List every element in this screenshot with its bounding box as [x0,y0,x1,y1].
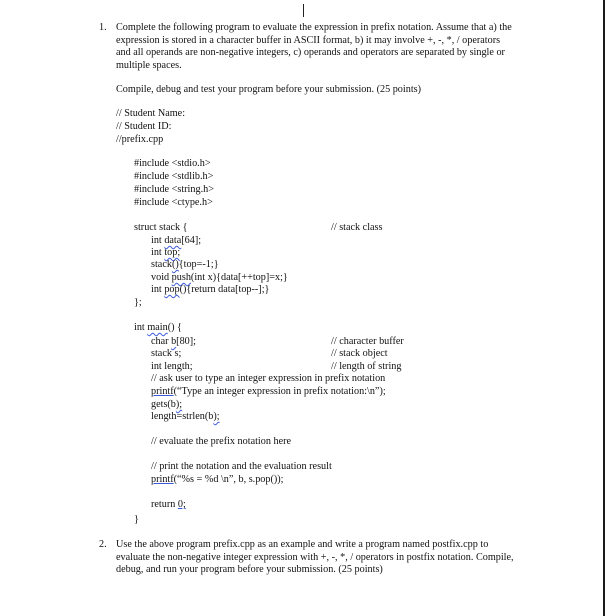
code-text: [64]; [181,235,202,246]
code-text: {top=-1;} [178,259,219,270]
spellcheck-token: pop [164,284,180,295]
spellcheck-token: ); [213,411,220,422]
stack-comment: // stack object [331,348,388,359]
struct-data-line [151,235,201,248]
q1-number: 1. [99,22,107,33]
include-stdlib: #include <stdlib.h> [134,171,214,182]
code-text: void [151,272,172,283]
struct-push-line [151,272,288,285]
ask-comment: // ask user to type an integer expression in prefix notation [151,373,386,384]
spellcheck-token: printf [151,474,174,485]
q2-text: Use the above program prefix.cpp as an example and write a program named postfix.cpp to evaluate the non-negative integer expression with +, -, *, / operators in postfix notation. Compile, debug, and run your program before your submission. (25 points) [116,539,514,576]
printf-result-line [151,474,284,487]
code-text: stack [151,259,172,270]
length-decl: int length; [151,361,193,372]
main-close: } [134,514,139,525]
q2-number: 2. [99,539,107,550]
code-text: int [151,235,165,246]
code-text: [80]; [176,336,196,347]
struct-pop-line [151,284,269,297]
return-line [151,499,186,512]
gets-line [151,399,182,412]
struct-close: }; [134,297,142,308]
struct-comment: // stack class [331,222,383,233]
include-ctype: #include <ctype.h> [134,197,213,208]
char-buffer-line [151,336,196,349]
main-open-line [134,322,182,335]
q1-text: Complete the following program to evaluate the expression in prefix notation. Assume that a) the expression is stored in a character buffer in ASCII format, b) it may involve +, -, *, / operators and all operands are non-negative integers, c) operands and operators are separated by single or multiple spaces. [116,22,512,71]
length-comment: // length of string [331,361,402,372]
strlen-line [151,411,220,424]
text-cursor [303,4,304,17]
print-result-comment: // print the notation and the evaluation result [151,461,332,472]
spellcheck-token: printf [151,386,174,397]
code-text: return [151,499,178,510]
spellcheck-token: ); [175,399,183,410]
include-string: #include <string.h> [134,184,214,195]
char-buffer-comment: // character buffer [331,336,404,347]
student-id-comment: // Student ID: [116,121,172,132]
q1-instructions: Compile, debug and test your program before your submission. (25 points) [116,84,422,95]
code-text: () { [167,322,182,333]
spellcheck-token: data [164,235,182,246]
code-text: (int x){data[++top]=x;} [190,272,288,283]
student-name-comment: // Student Name: [116,108,186,119]
code-text: gets(b [151,399,176,410]
spellcheck-token: main [147,322,168,333]
evaluate-comment: // evaluate the prefix notation here [151,436,292,447]
code-text: int [134,322,148,333]
struct-ctor-line [151,259,219,272]
struct-top-line [151,247,180,260]
spellcheck-token: push [171,272,191,283]
code-text: (“%s = %d \n”, b, s.pop()); [173,474,284,485]
include-stdio: #include <stdio.h> [134,158,211,169]
spellcheck-token: b [171,336,177,347]
struct-open: struct stack { [134,222,188,233]
code-text: (){return data[top--];} [179,284,270,295]
code-text: length=strlen(b [151,411,214,422]
code-text: char [151,336,172,347]
code-text: (“Type an integer expression in prefix notation:\n”); [173,386,386,397]
code-text: int [151,284,165,295]
printf-prompt-line [151,386,386,399]
code-text: int [151,247,165,258]
filename-comment: //prefix.cpp [116,134,164,145]
stack-decl: stack s; [151,348,182,359]
spellcheck-token: () [171,259,179,270]
spellcheck-token: 0; [177,499,186,510]
spellcheck-token: top; [164,247,181,258]
